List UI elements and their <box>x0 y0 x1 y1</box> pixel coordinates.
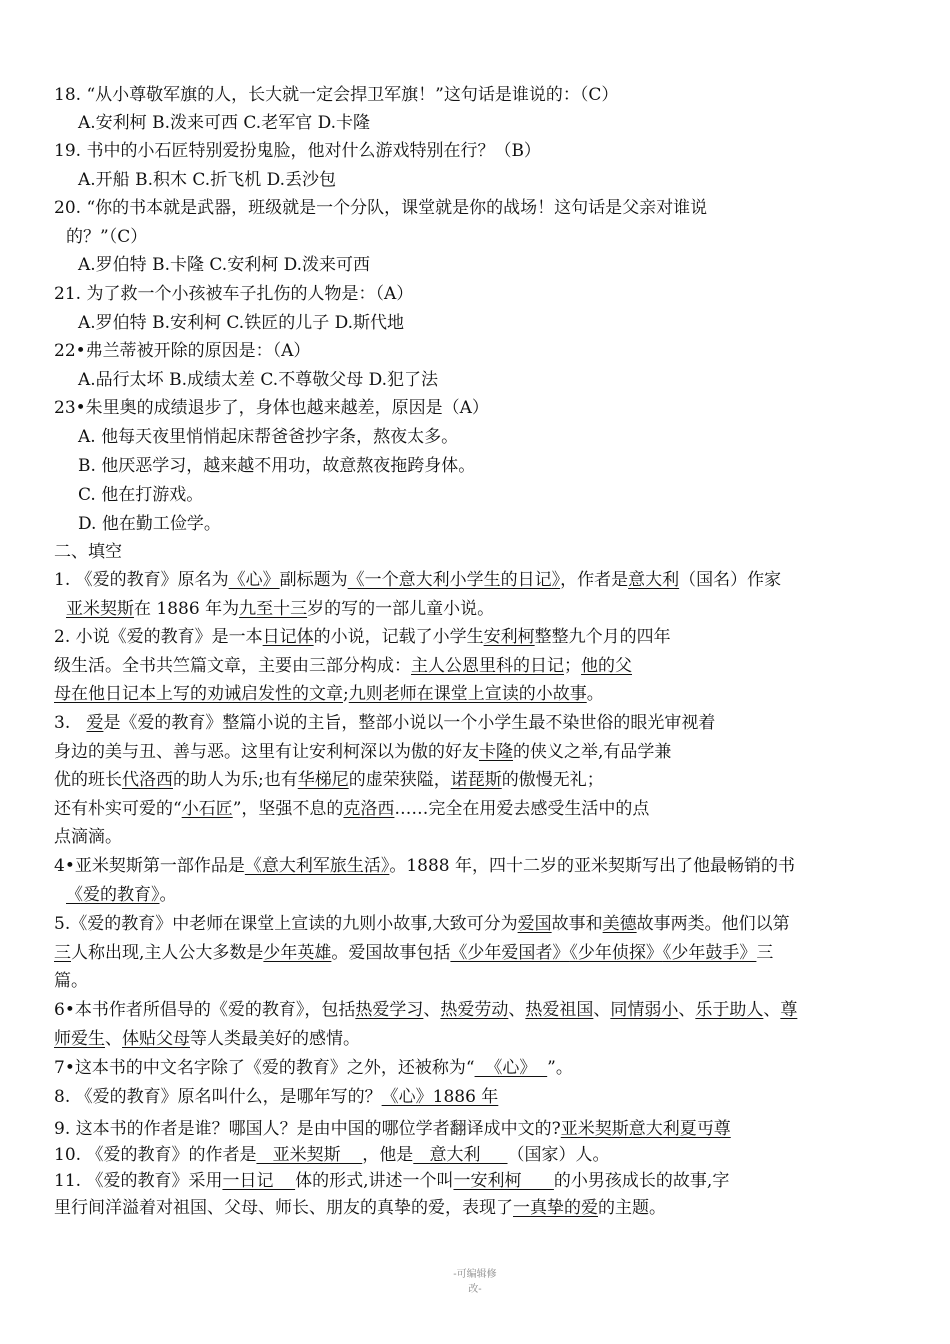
fill-4-line-1 <box>54 855 795 877</box>
answer: 爱 <box>86 713 104 733</box>
answer: 少年英雄 <box>263 943 332 963</box>
text: 、 <box>423 1000 441 1020</box>
text: 10. 《爱的教育》的作者是 <box>54 1145 257 1165</box>
text: 2. 小说《爱的教育》是一本 <box>54 627 263 647</box>
answer: 一真挚的爱 <box>513 1198 598 1218</box>
text: ，他是 <box>362 1145 414 1165</box>
fill-6-line-2 <box>54 1028 360 1050</box>
fill-2-line-1 <box>54 626 671 648</box>
fill-3-line-3 <box>54 769 604 791</box>
text: 。 <box>159 885 177 905</box>
text: 整整九个月的四年 <box>534 627 671 647</box>
fill-10 <box>54 1144 610 1166</box>
question-23-option-a: A. 他每天夜里悄悄起床帮爸爸抄字条，熬夜太多。 <box>78 427 459 447</box>
text: 6•本书作者所倡导的《爱的教育》，包括 <box>54 1000 356 1020</box>
answer: 代洛西 <box>122 770 173 790</box>
text: ； <box>564 656 581 676</box>
text: 。1888 年，四十二岁的亚米契斯写出了他最畅销的书 <box>389 856 796 876</box>
text: 在 1886 年为 <box>134 599 240 619</box>
answer: 《少年侦探》 <box>569 943 663 963</box>
section-heading-fill-blank: 二、填空 <box>54 542 122 562</box>
answer: 小石匠 <box>181 799 233 819</box>
answer: 《心》 <box>228 570 280 590</box>
question-20-cont: 的？”（C） <box>66 227 148 247</box>
fill-3-line-2 <box>54 741 671 763</box>
question-21: 21. 为了救一个小孩被车子扎伤的人物是：（A） <box>54 284 414 304</box>
answer: 主人公恩里科的日记 <box>411 656 564 676</box>
fill-7 <box>54 1057 573 1079</box>
answer: 卡隆 <box>479 742 513 762</box>
text: 身边的美与丑、善与恶。这里有让安利柯深以为傲的好友 <box>54 742 479 762</box>
answer: 热爱学习 <box>355 1000 424 1020</box>
answer: 安利柯 <box>483 627 535 647</box>
answer: 九至十三 <box>239 599 308 619</box>
text: 体的形式,讲述一个叫 <box>295 1171 454 1191</box>
text: ……完全在用爱去感受生活中的点 <box>394 799 650 819</box>
text: 故事两类。他们以第 <box>636 914 790 934</box>
question-19-options: A.开船 B.积木 C.折飞机 D.丢沙包 <box>78 170 337 190</box>
fill-8 <box>54 1086 498 1108</box>
answer: 母在他日记本上写的劝诫启发性的文章 <box>54 684 343 704</box>
fill-5-line-3: 篇。 <box>54 971 88 991</box>
fill-4-line-2 <box>66 884 177 906</box>
question-19: 19. 书中的小石匠特别爱扮鬼脸，他对什么游戏特别在行？（B） <box>54 141 541 161</box>
answer: 他的父 <box>581 656 632 676</box>
answer: 乐于助人 <box>695 1000 764 1020</box>
answer: 爱国 <box>517 914 552 934</box>
answer: 亚米契斯意大利夏丏尊 <box>560 1119 731 1139</box>
answer: 热爱祖国 <box>525 1000 594 1020</box>
fill-3-line-5: 点滴滴。 <box>54 827 122 847</box>
fill-3-line-4 <box>54 798 649 820</box>
answer: 《少年鼓手》 <box>662 943 757 963</box>
fill-5-line-2 <box>54 942 773 964</box>
answer: 美德 <box>602 914 637 934</box>
answer: 体贴父母 <box>122 1029 190 1049</box>
question-23-option-d: D. 他在勤工俭学。 <box>78 514 221 534</box>
question-21-options: A.罗伯特 B.安利柯 C.铁匠的儿子 D.斯代地 <box>78 313 405 333</box>
answer: 亚米契斯 <box>66 599 134 619</box>
question-23-option-c: C. 他在打游戏。 <box>78 485 204 505</box>
question-18-options: A.安利柯 B.泼来可西 C.老军官 D.卡隆 <box>78 113 371 133</box>
fill-11-line-1 <box>54 1170 729 1192</box>
answer: 三 <box>54 943 71 963</box>
question-23-option-b: B. 他厌恶学习，越来越不用功，故意熬夜拖跨身体。 <box>78 456 476 476</box>
text: 副标题为 <box>279 570 348 590</box>
fill-9 <box>54 1118 731 1140</box>
text: 8. 《爱的教育》原名叫什么，是哪年写的？ <box>54 1087 382 1107</box>
text: 的小说，记载了小学生 <box>313 627 484 647</box>
text: ”。 <box>547 1058 573 1078</box>
text: 7•这本书的中文名字除了《爱的教育》之外，还被称为“ <box>54 1058 475 1078</box>
text: 5.《爱的教育》中老师在课堂上宣读的九则小故事,大致可分为 <box>54 914 518 934</box>
text: 的主题。 <box>598 1198 666 1218</box>
text: 是《爱的教育》整篇小说的主旨，整部小说以一个小学生最不染世俗的眼光审视着 <box>103 713 716 733</box>
answer: 一日记 <box>222 1171 296 1191</box>
answer: 热爱劳动 <box>440 1000 509 1020</box>
answer: 《一个意大利小学生的日记》 <box>347 570 561 590</box>
answer: 《心》1886 年 <box>381 1087 499 1107</box>
text: ，作者是 <box>560 570 629 590</box>
fill-2-line-3 <box>54 683 604 705</box>
text: 里行间洋溢着对祖国、父母、师长、朋友的真挚的爱，表现了 <box>54 1198 513 1218</box>
fill-3-line-1 <box>54 712 715 734</box>
answer: 诺琵斯 <box>450 770 502 790</box>
answer: 同情弱小 <box>610 1000 679 1020</box>
question-20-options: A.罗伯特 B.卡隆 C.安利柯 D.泼来可西 <box>78 255 371 275</box>
text: 3. <box>54 713 87 733</box>
text: 的助人为乐;也有 <box>173 770 298 790</box>
answer: 《意大利军旅生活》 <box>244 856 390 876</box>
fill-1-line-2 <box>66 598 494 620</box>
text: 1. 《爱的教育》原名为 <box>54 570 229 590</box>
answer: 一安利柯 <box>453 1171 554 1191</box>
fill-11-line-2 <box>54 1197 666 1219</box>
text: （国家）人。 <box>507 1145 610 1165</box>
answer: 九则老师在课堂上宣读的小故事 <box>348 684 587 704</box>
text: 9. 这本书的作者是谁？哪国人？是由中国的哪位学者翻译成中文的? <box>54 1119 561 1139</box>
answer: 华梯尼 <box>297 770 349 790</box>
text: 级生活。全书共竺篇文章，主要由三部分构成： <box>54 656 411 676</box>
text: 、 <box>763 1000 781 1020</box>
answer: 《少年爱国者》 <box>450 943 570 963</box>
answer: 《心》 <box>474 1058 548 1078</box>
text: 11. 《爱的教育》采用 <box>54 1171 223 1191</box>
text: 的小男孩成长的故事,字 <box>553 1171 730 1191</box>
fill-6-line-1 <box>54 999 797 1021</box>
text: 、 <box>105 1029 122 1049</box>
answer: 意大利 <box>628 570 680 590</box>
text: 三 <box>756 943 774 963</box>
text: 的侠义之举,有品学兼 <box>513 742 672 762</box>
text: （国名）作家 <box>679 570 782 590</box>
question-22: 22•弗兰蒂被开除的原因是：（A） <box>54 341 311 361</box>
answer: 日记体 <box>262 627 314 647</box>
text: 。 <box>586 684 604 704</box>
footer-editable-note: -可编辑修 <box>453 1269 497 1280</box>
text: 故事和 <box>551 914 603 934</box>
answer: 克洛西 <box>343 799 395 819</box>
fill-5-line-1 <box>54 913 790 935</box>
text: 等人类最美好的感情。 <box>190 1029 360 1049</box>
footer-editable-note-cont: 改- <box>468 1284 482 1295</box>
question-18: 18. “从小尊敬军旗的人，长大就一定会捍卫军旗！”这句话是谁说的：（C） <box>54 85 619 105</box>
text: 人称出现,主人公大多数是 <box>71 943 264 963</box>
text: 岁的写的一部儿童小说。 <box>307 599 495 619</box>
text: ; <box>343 684 349 704</box>
answer: 意大利 <box>413 1145 508 1165</box>
text: 的傲慢无礼； <box>501 770 604 790</box>
answer: 师爱生 <box>54 1029 105 1049</box>
text: 优的班长 <box>54 770 122 790</box>
question-23: 23•朱里奥的成绩退步了，身体也越来越差，原因是（A） <box>54 398 489 418</box>
question-22-options: A.品行太坏 B.成绩太差 C.不尊敬父母 D.犯了法 <box>78 370 439 390</box>
text: 、 <box>678 1000 696 1020</box>
text: 还有朴实可爱的“ <box>54 799 182 819</box>
text: 、 <box>508 1000 526 1020</box>
text: 、 <box>593 1000 611 1020</box>
answer: 亚米契斯 <box>256 1145 363 1165</box>
question-20: 20. “你的书本就是武器，班级就是一个分队，课堂就是你的战场！这句话是父亲对谁说 <box>54 198 708 218</box>
text: 4•亚米契斯第一部作品是 <box>54 856 245 876</box>
text: 的虚荣狭隘， <box>348 770 451 790</box>
fill-1-line-1 <box>54 569 781 591</box>
answer: 尊 <box>780 1000 798 1020</box>
text: ”，坚强不息的 <box>232 799 344 819</box>
fill-2-line-2 <box>54 655 632 677</box>
text: 。爱国故事包括 <box>331 943 451 963</box>
answer: 《爱的教育》 <box>66 885 160 905</box>
